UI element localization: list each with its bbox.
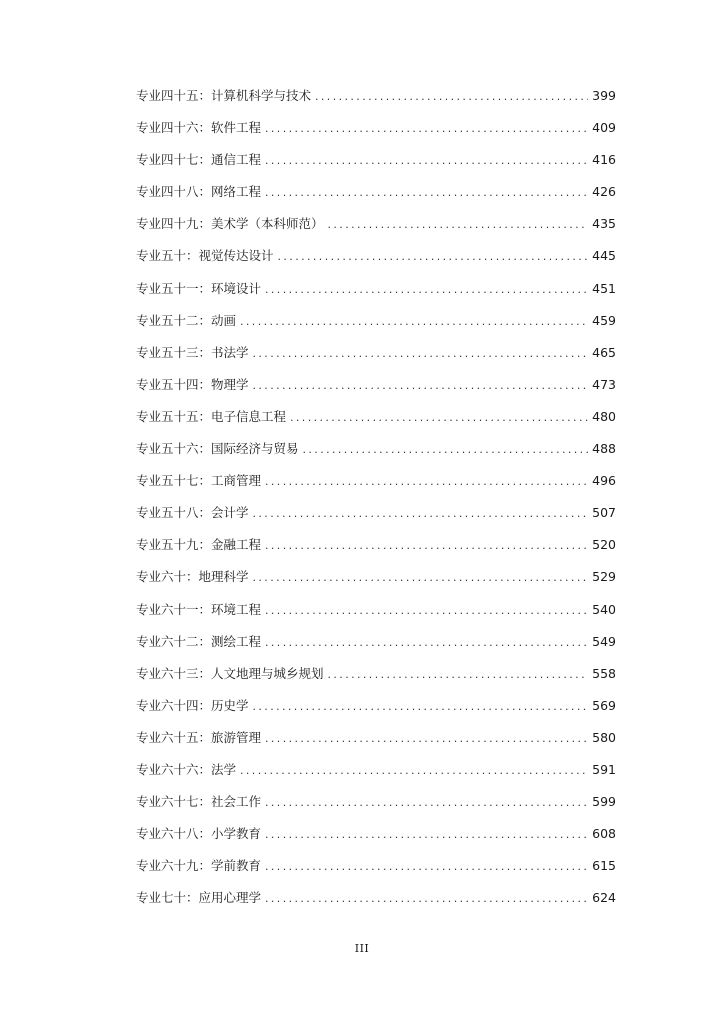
toc-entry-title: 专业六十七：社会工作	[136, 794, 262, 810]
dot-leader	[315, 87, 588, 107]
toc-entry-page-number: 496	[592, 473, 616, 489]
dot-leader	[240, 761, 588, 781]
toc-entry-title: 专业五十七：工商管理	[136, 473, 262, 489]
dot-leader	[253, 568, 589, 588]
toc-entry[interactable]	[136, 503, 616, 535]
toc-entry-page-number: 529	[592, 569, 616, 585]
toc-entry-page-number: 549	[592, 633, 616, 649]
toc-entry-title: 专业六十四：历史学	[136, 697, 249, 713]
toc-entry[interactable]	[136, 664, 616, 696]
dot-leader	[265, 472, 588, 492]
dot-leader	[265, 119, 588, 139]
toc-entry[interactable]	[136, 632, 616, 664]
toc-entry-title: 专业五十五：电子信息工程	[136, 408, 287, 424]
toc-entry-title: 专业六十六：法学	[136, 761, 237, 777]
toc-entry[interactable]	[136, 118, 616, 150]
page-number: III	[354, 942, 370, 955]
toc-entry-title: 专业六十二：测绘工程	[136, 633, 262, 649]
toc-entry-page-number: 451	[592, 280, 616, 296]
dot-leader	[265, 825, 588, 845]
toc-entry[interactable]	[136, 760, 616, 792]
toc-entry[interactable]	[136, 86, 616, 118]
dot-leader	[265, 601, 588, 621]
toc-entry[interactable]	[136, 888, 616, 920]
toc-entry-page-number: 465	[592, 344, 616, 360]
dot-leader	[240, 312, 588, 332]
dot-leader	[265, 633, 588, 653]
toc-entry-page-number: 569	[592, 697, 616, 713]
dot-leader	[290, 408, 588, 428]
toc-entry-page-number: 473	[592, 376, 616, 392]
toc-entry[interactable]	[136, 728, 616, 760]
toc-entry[interactable]	[136, 696, 616, 728]
toc-entry[interactable]	[136, 279, 616, 311]
toc-entry-title: 专业四十八：网络工程	[136, 184, 262, 200]
toc-entry[interactable]	[136, 246, 616, 278]
toc-entry-page-number: 459	[592, 312, 616, 328]
toc-entry[interactable]	[136, 311, 616, 343]
toc-entry-page-number: 558	[592, 665, 616, 681]
toc-entry[interactable]	[136, 824, 616, 856]
dot-leader	[253, 376, 589, 396]
toc-entry[interactable]	[136, 600, 616, 632]
dot-leader	[328, 665, 589, 685]
toc-entry-title: 专业五十二：动画	[136, 312, 237, 328]
toc-entry-page-number: 591	[592, 761, 616, 777]
toc-entry[interactable]	[136, 182, 616, 214]
toc-entry-page-number: 416	[592, 152, 616, 168]
toc-entry-title: 专业四十七：通信工程	[136, 152, 262, 168]
dot-leader	[265, 729, 588, 749]
toc-entry-page-number: 480	[592, 408, 616, 424]
toc-entry-title: 专业五十八：会计学	[136, 505, 249, 521]
toc-entry[interactable]	[136, 150, 616, 182]
toc-entry[interactable]	[136, 567, 616, 599]
toc-entry-title: 专业五十六：国际经济与贸易	[136, 441, 299, 457]
toc-entry-page-number: 426	[592, 184, 616, 200]
dot-leader	[328, 215, 589, 235]
toc-entry-title: 专业六十一：环境工程	[136, 601, 262, 617]
dot-leader	[253, 697, 589, 717]
dot-leader	[265, 857, 588, 877]
toc-entry-page-number: 599	[592, 794, 616, 810]
toc-entry-page-number: 488	[592, 441, 616, 457]
toc-entry-page-number: 520	[592, 537, 616, 553]
toc-entry-title: 专业六十五：旅游管理	[136, 729, 262, 745]
toc-entry-page-number: 608	[592, 826, 616, 842]
toc-entry[interactable]	[136, 343, 616, 375]
toc-entry-page-number: 409	[592, 120, 616, 136]
toc-entry-title: 专业六十九：学前教育	[136, 858, 262, 874]
toc-entry-title: 专业五十四：物理学	[136, 376, 249, 392]
toc-entry[interactable]	[136, 375, 616, 407]
dot-leader	[303, 440, 589, 460]
toc-entry[interactable]	[136, 792, 616, 824]
toc-entry-title: 专业六十八：小学教育	[136, 826, 262, 842]
toc-entry[interactable]	[136, 471, 616, 503]
dot-leader	[265, 889, 588, 909]
toc-entry-title: 专业四十五：计算机科学与技术	[136, 88, 312, 103]
toc-entry-title: 专业五十九：金融工程	[136, 537, 262, 553]
toc-entry[interactable]	[136, 407, 616, 439]
toc-entry[interactable]	[136, 856, 616, 888]
toc-entry-title: 专业六十：地理科学	[136, 569, 249, 585]
dot-leader	[278, 247, 589, 267]
dot-leader	[253, 504, 589, 524]
toc-entry-page-number: 624	[592, 890, 616, 906]
toc-entry-page-number: 615	[592, 858, 616, 874]
toc-entry-page-number: 399	[592, 88, 616, 103]
toc-entry-page-number: 435	[592, 216, 616, 232]
toc-entry-title: 专业五十一：环境设计	[136, 280, 262, 296]
toc-entry[interactable]	[136, 439, 616, 471]
dot-leader	[253, 344, 589, 364]
toc-entry-page-number: 540	[592, 601, 616, 617]
dot-leader	[265, 793, 588, 813]
toc-entry-title: 专业七十：应用心理学	[136, 890, 262, 906]
toc-entry-page-number: 580	[592, 729, 616, 745]
table-of-contents	[136, 86, 616, 920]
toc-entry[interactable]	[136, 214, 616, 246]
toc-entry-title: 专业五十：视觉传达设计	[136, 248, 274, 264]
toc-entry-title: 专业四十九：美术学（本科师范）	[136, 216, 324, 232]
toc-entry-page-number: 445	[592, 248, 616, 264]
toc-entry-title: 专业四十六：软件工程	[136, 120, 262, 136]
dot-leader	[265, 183, 588, 203]
toc-entry-title: 专业六十三：人文地理与城乡规划	[136, 665, 324, 681]
dot-leader	[265, 280, 588, 300]
dot-leader	[265, 151, 588, 171]
dot-leader	[265, 536, 588, 556]
toc-entry[interactable]	[136, 535, 616, 567]
toc-entry-page-number: 507	[592, 505, 616, 521]
toc-entry-title: 专业五十三：书法学	[136, 344, 249, 360]
